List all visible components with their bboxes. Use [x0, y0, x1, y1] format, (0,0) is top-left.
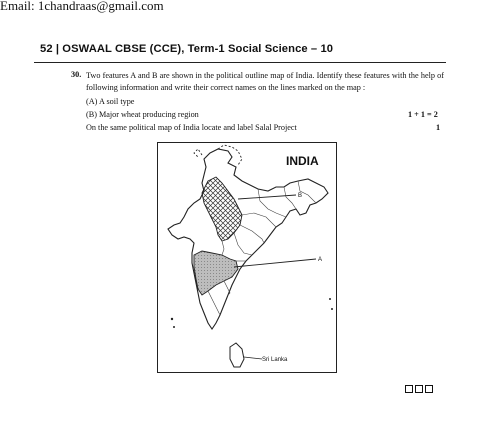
end-marker-box [405, 385, 413, 393]
marks-task: 1 [436, 123, 441, 132]
end-marker [405, 385, 433, 393]
island-dot [331, 308, 333, 310]
india-outline-map [157, 142, 337, 373]
label-a: A [318, 257, 323, 263]
question-number: 30. [71, 70, 82, 79]
leader-line-srilanka [244, 357, 262, 359]
island-dot [329, 298, 331, 300]
question-stem: Two features A and B are shown in the political outline map of India. Identify these features with the help of following information and write their correct names on the lines marked on the map : [86, 71, 444, 92]
option-b: (B) Major wheat producing region [86, 110, 199, 119]
option-a: (A) A soil type [86, 97, 135, 106]
end-marker-box [425, 385, 433, 393]
question-task: On the same political map of India locate and label Salal Project [86, 123, 297, 132]
end-marker-box [415, 385, 423, 393]
label-b: B [298, 193, 303, 199]
india-map-drawing [158, 143, 338, 374]
island-dot [173, 326, 175, 328]
map-title: INDIA [286, 154, 319, 168]
page-header-title: 52 | OSWAAL CBSE (CCE), Term-1 Social Science – 10 [40, 43, 334, 55]
india-outline [168, 149, 328, 329]
page-header [34, 40, 446, 63]
sri-lanka-outline [230, 343, 244, 367]
email-line: Email: 1chandraas@gmail.com [0, 0, 164, 13]
island-dot [171, 318, 173, 320]
label-srilanka: Sri Lanka [262, 357, 288, 363]
marks-ab: 1 + 1 = 2 [408, 110, 438, 119]
